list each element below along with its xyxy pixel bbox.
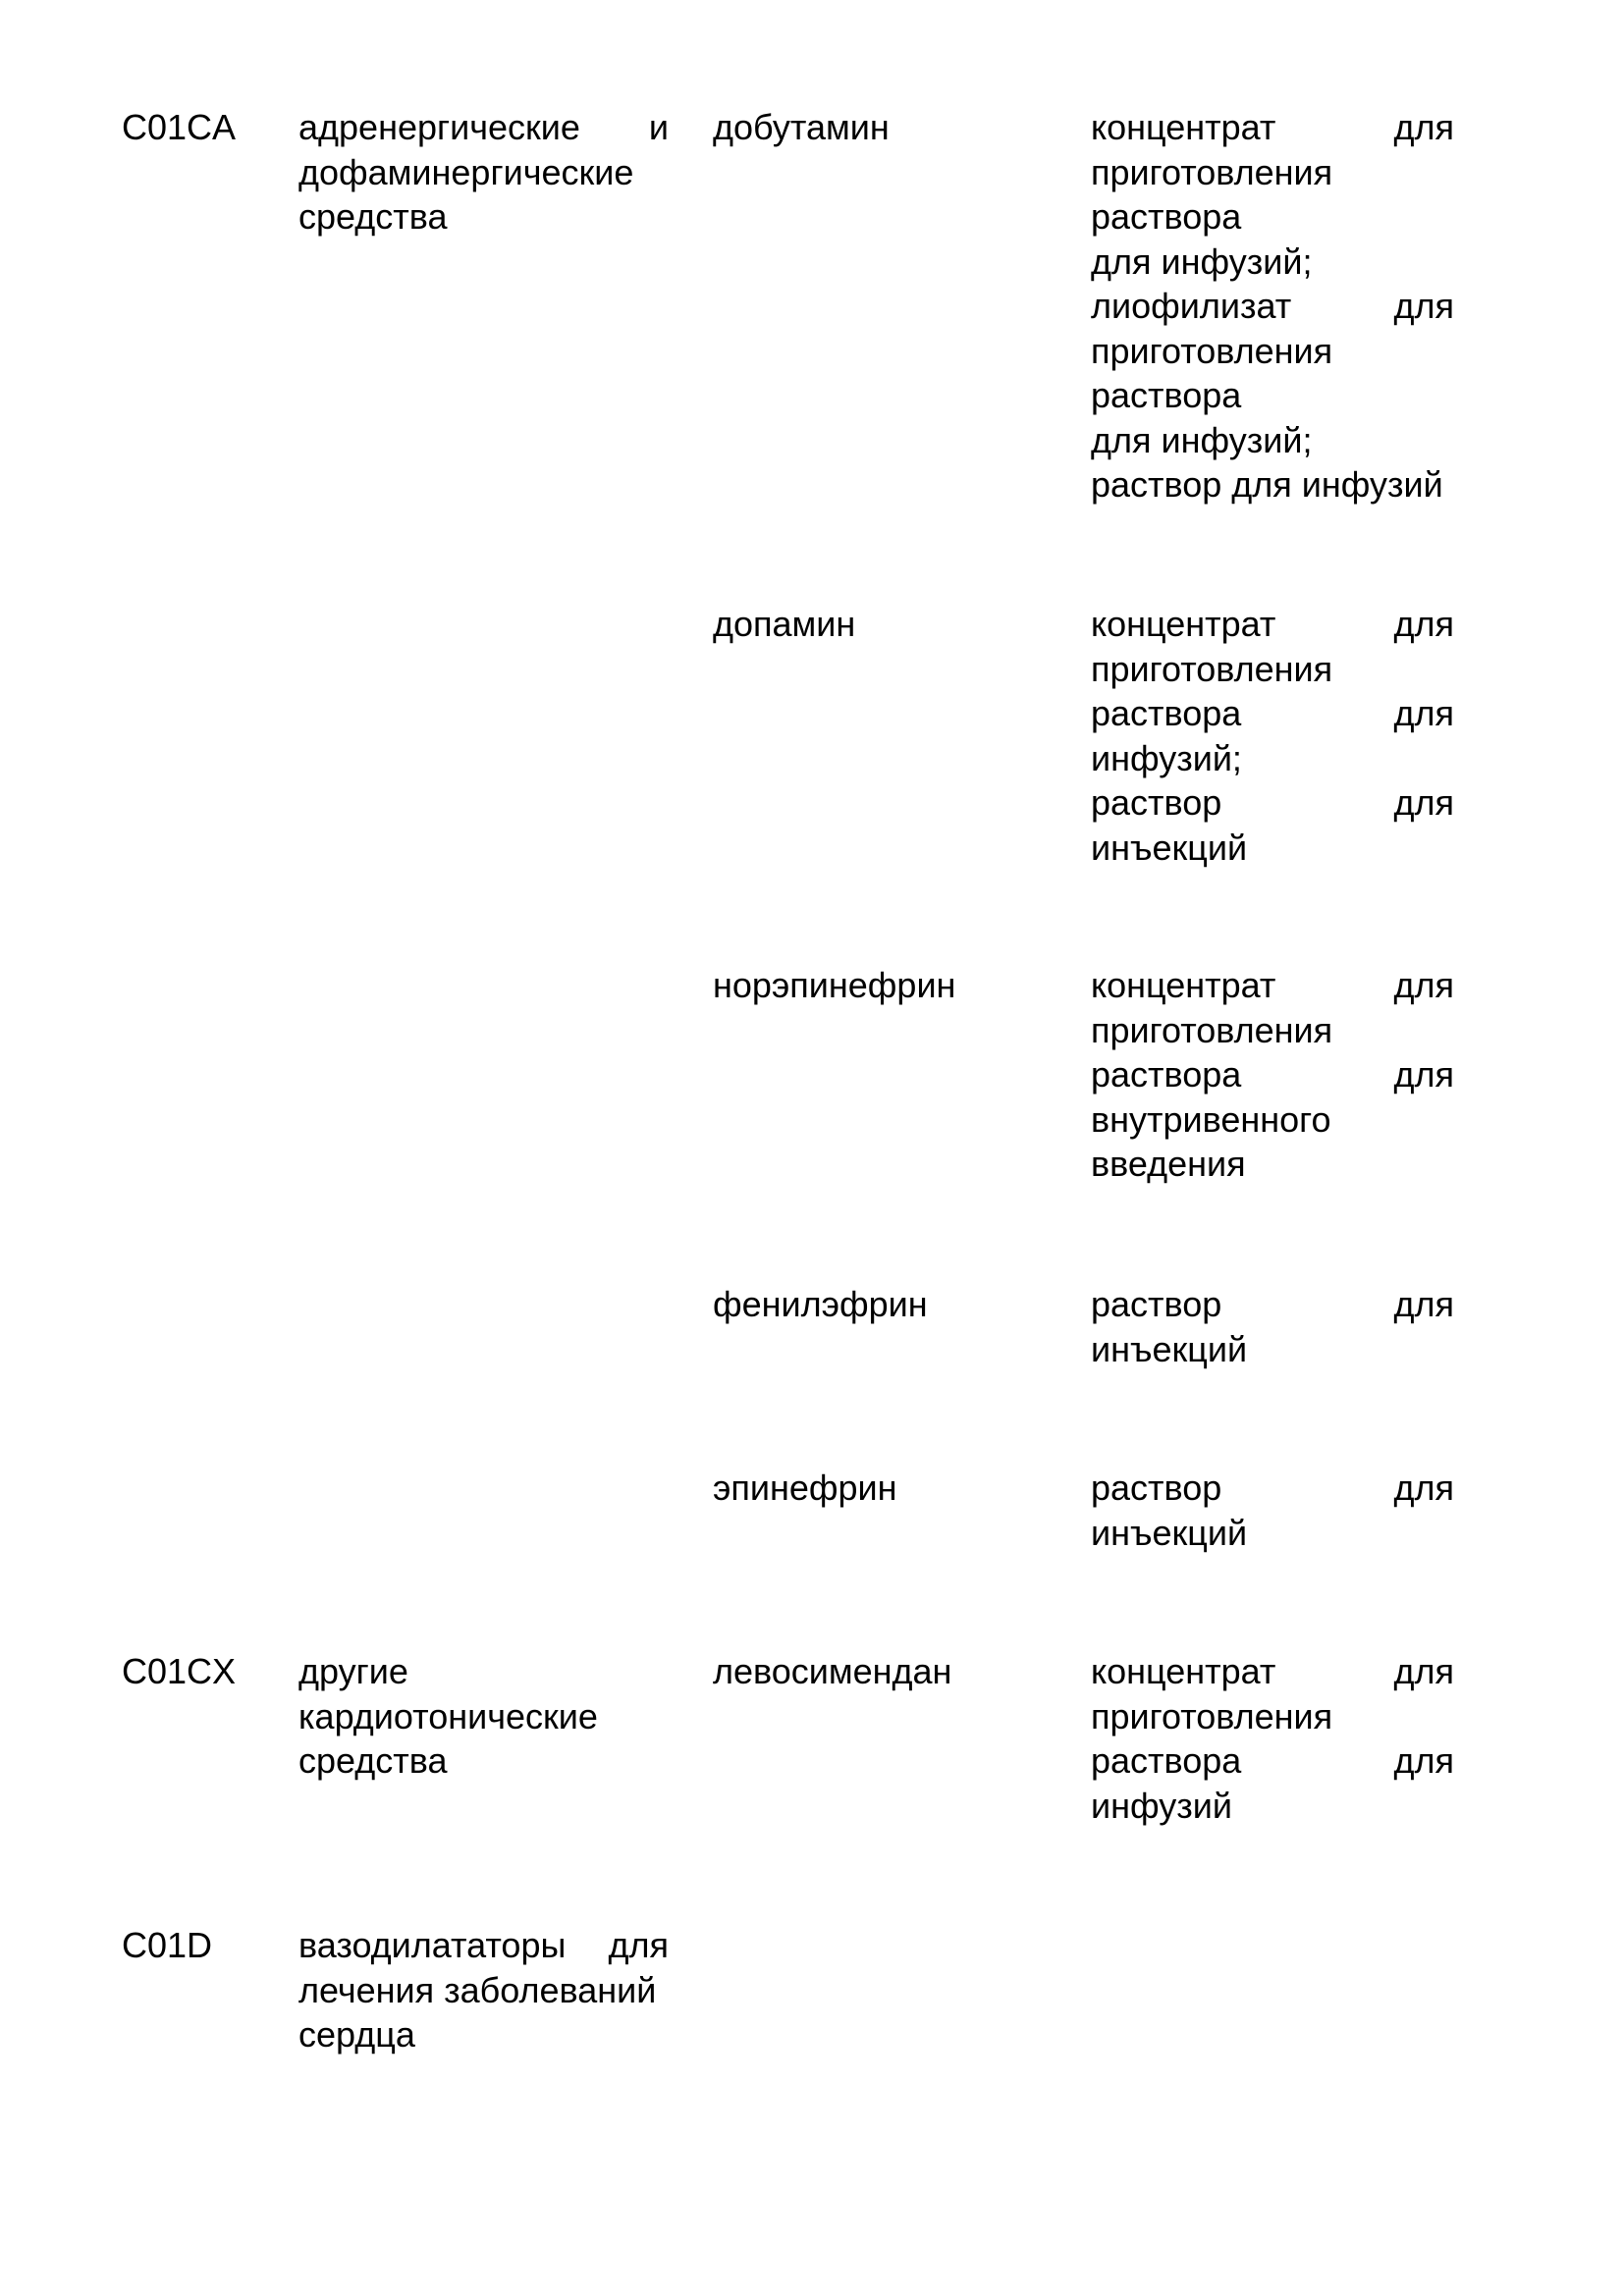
dosage-form-line: [1091, 780, 1454, 826]
dosage-form-line: [1091, 691, 1454, 736]
dosage-form-line: [1091, 329, 1454, 374]
dosage-form-text: для: [1393, 1740, 1454, 1781]
dosage-form-text: инфузий;: [1091, 737, 1242, 778]
atc-group-name-line: [298, 150, 669, 195]
drug-name: эпинефрин: [713, 1468, 897, 1508]
dosage-form-text: раствор: [1091, 1284, 1222, 1324]
dosage-form-line: [1091, 1008, 1454, 1053]
atc-group-name-line: [298, 1649, 669, 1694]
dosage-form-line: [1091, 1052, 1454, 1097]
dosage-form-text: раствор для инфузий: [1091, 464, 1443, 505]
atc-group-name-line: [298, 2012, 669, 2057]
dosage-form-line: [1091, 240, 1454, 285]
dosage-form-text: инъекций: [1091, 1512, 1248, 1553]
dosage-form-text: концентрат: [1091, 965, 1276, 1005]
dosage-form-line: [1091, 826, 1454, 871]
dosage-form-text: для: [1393, 604, 1454, 644]
dosage-form-text: раствора: [1091, 693, 1242, 733]
dosage-form-line: [1091, 1738, 1454, 1784]
dosage-form-text: для: [1393, 693, 1454, 733]
atc-group-name-line: [298, 1738, 669, 1784]
dosage-form-line: [1091, 1784, 1454, 1829]
dosage-form-text: раствора: [1091, 375, 1242, 415]
dosage-form-line: [1091, 1649, 1454, 1694]
dosage-form-line: [1091, 194, 1454, 240]
atc-group-name-text: средства: [298, 196, 448, 237]
dosage-form-text: инъекций: [1091, 827, 1248, 868]
dosage-form-line: [1091, 150, 1454, 195]
atc-group-name: [298, 105, 669, 240]
dosage-form: [1091, 1466, 1454, 1555]
drug-name: норэпинефрин: [713, 965, 956, 1005]
dosage-form-text: концентрат: [1091, 604, 1276, 644]
dosage-form-line: [1091, 1142, 1454, 1187]
dosage-form-line: [1091, 105, 1454, 150]
dosage-form-text: для: [1393, 1468, 1454, 1508]
drug-name: фенилэфрин: [713, 1284, 928, 1324]
dosage-form-text: для инфузий;: [1091, 240, 1313, 282]
dosage-form-line: [1091, 1466, 1454, 1511]
dosage-form-line: [1091, 736, 1454, 781]
atc-group-name: [298, 1923, 669, 2057]
dosage-form-text: приготовления: [1091, 151, 1333, 192]
dosage-form-line: [1091, 418, 1454, 463]
dosage-form-text: инъекций: [1091, 1328, 1248, 1369]
dosage-form-text: раствор: [1091, 1468, 1222, 1508]
atc-group-name-text: лечения заболеваний: [298, 1969, 657, 2010]
dosage-form-text: для: [1393, 1284, 1454, 1324]
dosage-form-text: для: [1393, 1651, 1454, 1691]
atc-group-name-line: [298, 105, 669, 150]
dosage-form-text: концентрат: [1091, 1651, 1276, 1691]
atc-group-name-text: кардиотонические: [298, 1695, 598, 1736]
dosage-form: [1091, 1649, 1454, 1828]
atc-group-name-line: [298, 1694, 669, 1739]
atc-group-name: [298, 1649, 669, 1784]
dosage-form-text: инфузий: [1091, 1785, 1232, 1826]
drug-name: допамин: [713, 604, 856, 644]
atc-code: C01CA: [122, 107, 237, 147]
dosage-form-line: [1091, 1511, 1454, 1556]
dosage-form-line: [1091, 284, 1454, 329]
dosage-form-text: раствора: [1091, 1054, 1242, 1095]
dosage-form-text: раствор: [1091, 782, 1222, 823]
dosage-form-text: для: [1393, 965, 1454, 1005]
dosage-form-text: для: [1393, 286, 1454, 326]
dosage-form-text: внутривенного: [1091, 1098, 1331, 1140]
dosage-form-text: для инфузий;: [1091, 419, 1313, 460]
atc-group-name-line: [298, 1968, 669, 2013]
dosage-form-line: [1091, 1327, 1454, 1372]
dosage-form-text: приготовления: [1091, 1695, 1333, 1736]
dosage-form-line: [1091, 1097, 1454, 1143]
drug-name: левосимендан: [713, 1651, 952, 1691]
atc-group-name-line: [298, 194, 669, 240]
dosage-form-text: введения: [1091, 1144, 1246, 1184]
dosage-form-line: [1091, 963, 1454, 1008]
dosage-form-text: для: [1393, 782, 1454, 823]
dosage-form-text: приготовления: [1091, 330, 1333, 371]
dosage-form-text: концентрат: [1091, 107, 1276, 147]
atc-group-name-text: адренергические: [298, 107, 580, 147]
drug-name: добутамин: [713, 107, 890, 147]
atc-group-name-text: сердца: [298, 2014, 415, 2055]
dosage-form-text: раствора: [1091, 196, 1242, 237]
dosage-form: [1091, 602, 1454, 870]
atc-group-name-text: и: [648, 107, 669, 147]
dosage-form-line: [1091, 647, 1454, 692]
atc-group-name-text: вазодилататоры: [298, 1925, 567, 1965]
dosage-form-line: [1091, 602, 1454, 647]
atc-group-name-text: средства: [298, 1740, 448, 1781]
dosage-form-line: [1091, 373, 1454, 418]
dosage-form-text: для: [1393, 1054, 1454, 1095]
dosage-form-text: приготовления: [1091, 1009, 1333, 1050]
dosage-form-text: раствора: [1091, 1740, 1242, 1781]
dosage-form: [1091, 963, 1454, 1187]
dosage-form-line: [1091, 1282, 1454, 1327]
atc-group-name-text: для: [608, 1925, 669, 1965]
dosage-form-text: лиофилизат: [1091, 286, 1292, 326]
dosage-form-line: [1091, 1694, 1454, 1739]
dosage-form-text: для: [1393, 107, 1454, 147]
atc-code: C01D: [122, 1925, 213, 1965]
atc-group-name-text: другие: [298, 1651, 408, 1691]
dosage-form-line: [1091, 462, 1454, 507]
atc-code: C01CX: [122, 1651, 237, 1691]
dosage-form: [1091, 1282, 1454, 1371]
atc-group-name-text: дофаминергические: [298, 151, 634, 192]
dosage-form: [1091, 105, 1454, 507]
dosage-form-text: приготовления: [1091, 648, 1333, 689]
atc-group-name-line: [298, 1923, 669, 1968]
